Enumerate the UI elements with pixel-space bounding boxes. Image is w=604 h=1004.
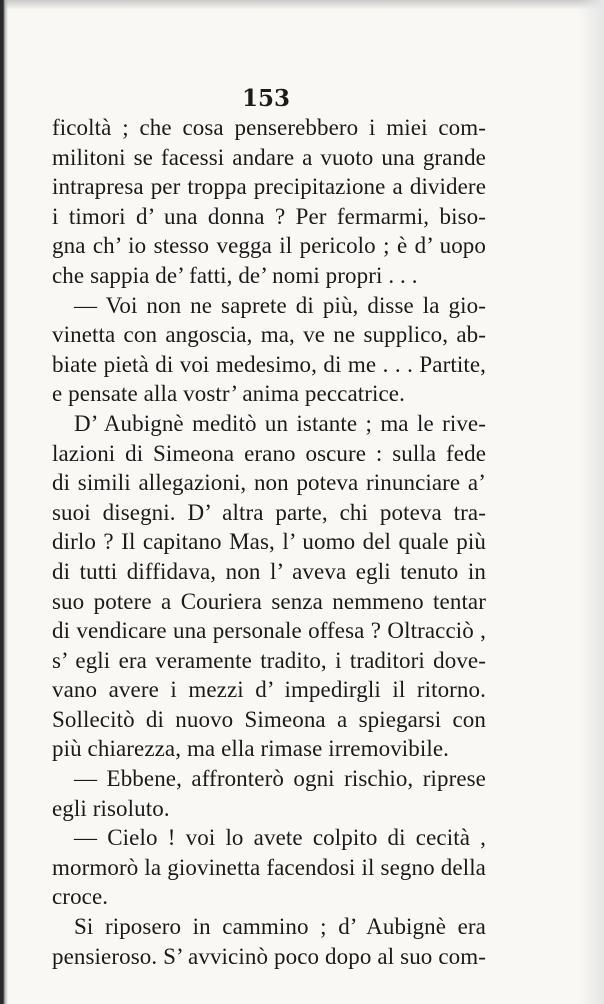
- text-line: suo potere a Couriera senza nemmeno tentar: [52, 588, 486, 614]
- page-binding-edge: [0, 0, 8, 1004]
- text-line: vinetta con angoscia, ma, ve ne supplico, ab-: [52, 322, 486, 348]
- text-line: i timori d’ una donna ? Per fermarmi, biso-: [52, 203, 486, 229]
- text-line: e pensate alla vostr’ anima peccatrice.: [52, 381, 405, 407]
- text-line: — Ebbene, affronterò ogni rischio, riprese: [74, 766, 486, 792]
- text-line: che sappia de’ fatti, de’ nomi propri . . .: [52, 262, 418, 288]
- body-text: [52, 113, 486, 971]
- text-line: più chiarezza, ma ella rimase irremovibile.: [52, 736, 450, 762]
- text-line: di simili allegazioni, non poteva rinunciare a’: [52, 470, 486, 496]
- text-line: egli risoluto.: [52, 795, 170, 821]
- text-line: pensieroso. S’ avvicinò poco dopo al suo com-: [52, 943, 486, 969]
- text-line: di vendicare una personale offesa ? Oltracciò ,: [52, 618, 486, 644]
- text-line: dirlo ? Il capitano Mas, l’ uomo del quale più: [52, 529, 486, 555]
- text-line: Sollecitò di nuovo Simeona a spiegarsi con: [52, 706, 486, 732]
- text-line: croce.: [52, 884, 109, 910]
- text-line: Si riposero in cammino ; d’ Aubignè era: [74, 914, 486, 940]
- page-number: 153: [241, 85, 290, 112]
- text-line: mormorò la giovinetta facendosi il segno della: [52, 854, 486, 880]
- text-line: ficoltà ; che cosa penserebbero i miei com-: [52, 115, 486, 140]
- text-line: di tutti diffidava, non l’ aveva egli tenuto in: [52, 558, 486, 584]
- text-line: vano avere i mezzi d’ impedirgli il ritorno.: [52, 677, 486, 703]
- text-line: — Cielo ! voi lo avete colpito di cecità ,: [74, 825, 486, 851]
- page-right-shadow: [578, 0, 604, 1004]
- text-line: gna ch’ io stesso vegga il pericolo ; è d’ uopo: [52, 233, 486, 259]
- page-top-shadow: [0, 0, 604, 10]
- text-line: intrapresa per troppa precipitazione a dividere: [52, 174, 486, 200]
- text-line: lazioni di Simeona erano oscure : sulla fede: [52, 440, 486, 466]
- text-line: s’ egli era veramente tradito, i traditori dove-: [52, 647, 486, 673]
- text-line: militoni se facessi andare a vuoto una grande: [52, 144, 486, 170]
- text-line: D’ Aubignè meditò un istante ; ma le rive-: [74, 410, 486, 436]
- text-line: biate pietà di voi medesimo, di me . . . Partite,: [52, 351, 486, 377]
- text-line: suoi disegni. D’ altra parte, chi poteva tra-: [52, 499, 486, 525]
- text-line: — Voi non ne saprete di più, disse la gio-: [74, 292, 486, 318]
